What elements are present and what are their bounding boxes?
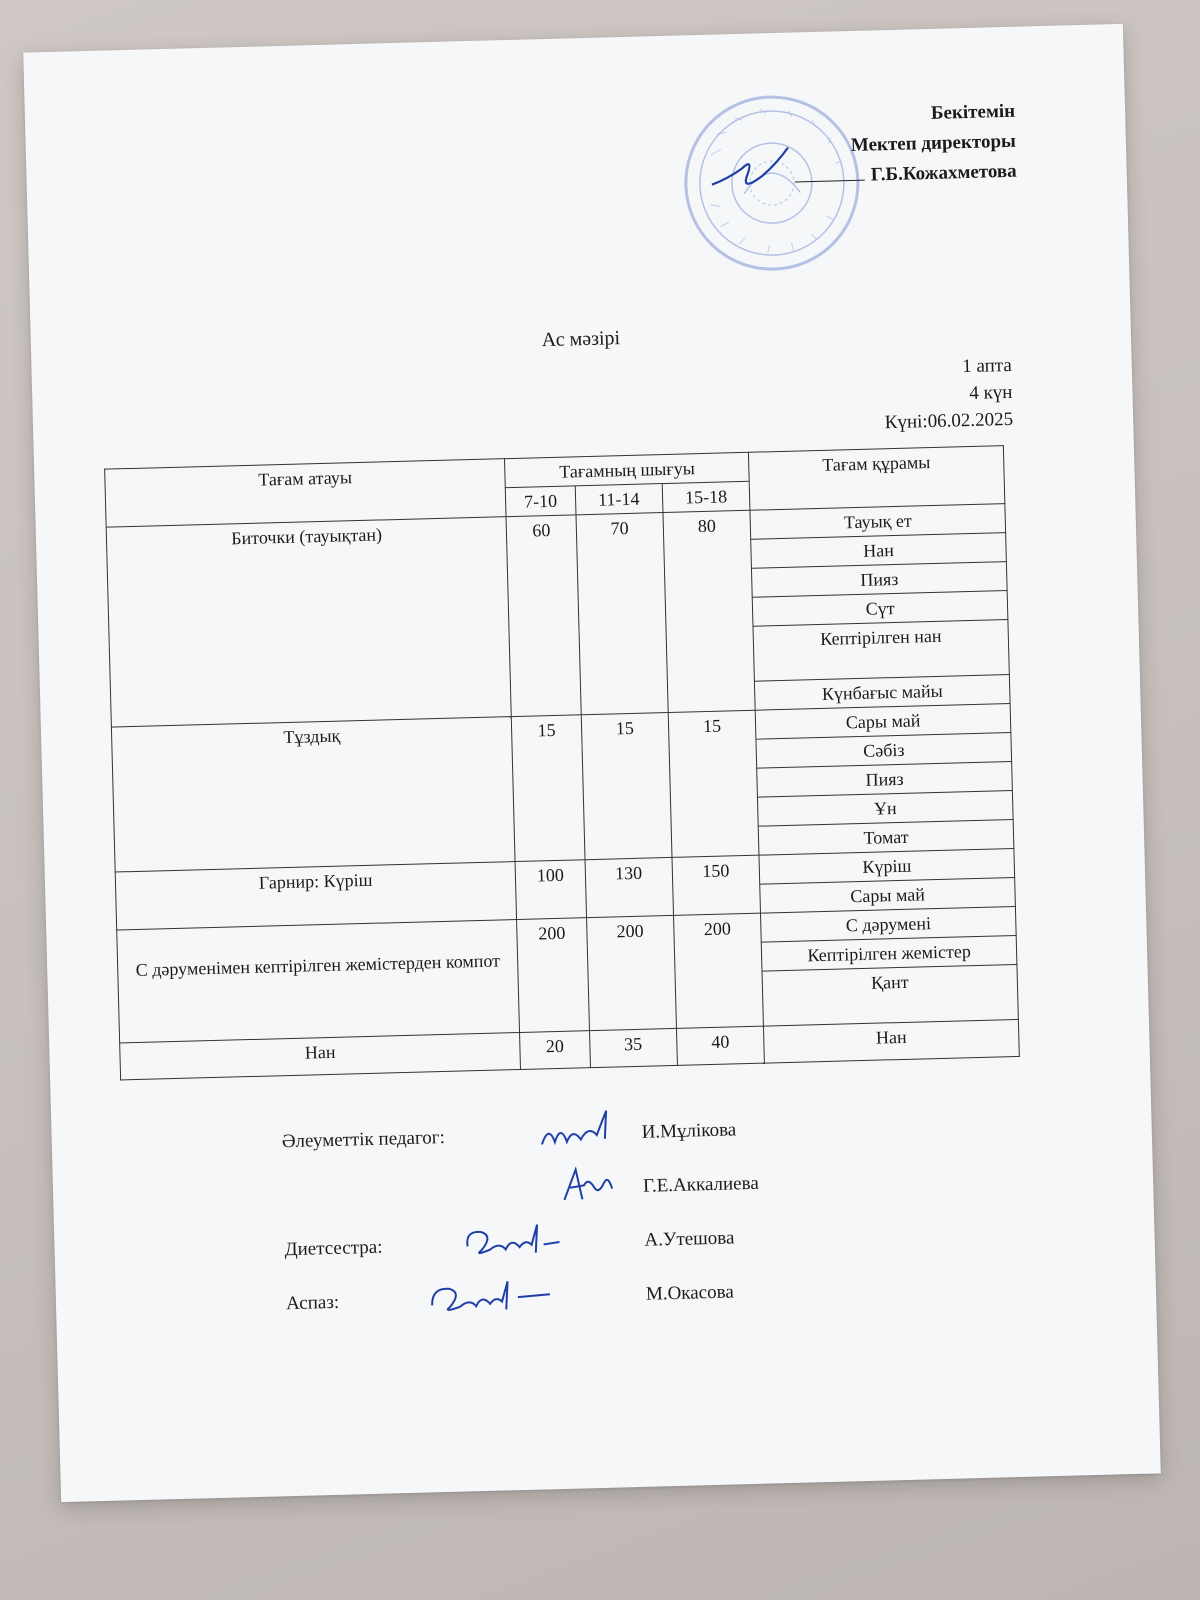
ingredient-cell: Томат (758, 819, 1014, 855)
page-title: Ас мәзірі (541, 327, 621, 352)
nurse-name: А.Утешова (644, 1227, 735, 1251)
portion-cell: 70 (576, 513, 668, 715)
cook-role: Аспаз: (285, 1291, 340, 1315)
dish-cell: Тұздық (111, 717, 515, 872)
ingredient-cell: Сүт (752, 591, 1008, 627)
header-age-7-10: 7-10 (506, 486, 576, 517)
portion-cell: 15 (581, 712, 672, 859)
pedagog-role: Әлеуметтік педагог: (281, 1126, 446, 1153)
ingredient-cell: Күнбағыс майы (755, 675, 1011, 711)
ingredient-cell: Күріш (759, 848, 1015, 884)
portion-cell: 15 (668, 710, 759, 857)
portion-cell: 200 (586, 915, 676, 1030)
ingredient-cell: Кептірілген жемістер (761, 935, 1017, 971)
ingredient-cell: Кептірілген нан (753, 620, 1009, 682)
document-meta (883, 352, 1013, 436)
portion-cell: 130 (585, 857, 674, 917)
portion-cell: 200 (517, 918, 589, 1033)
signature-line (795, 180, 865, 183)
document-sheet (23, 24, 1161, 1502)
dish-cell: Нан (120, 1032, 521, 1079)
ingredient-cell: Сәбіз (756, 733, 1012, 769)
nurse-role: Диетсестра: (284, 1236, 383, 1261)
ingredient-cell: Нан (751, 533, 1007, 569)
portion-cell: 60 (506, 515, 580, 717)
portion-cell: 40 (676, 1026, 764, 1065)
ingredient-cell: Ұн (758, 791, 1014, 827)
portion-cell: 35 (589, 1028, 677, 1067)
portion-cell: 150 (672, 855, 761, 915)
day-label: 4 күн (969, 381, 1013, 404)
dish-cell: Гарнир: Күріш (115, 862, 517, 930)
portion-cell: 15 (512, 715, 585, 862)
header-portion: Тағамның шығуы (505, 452, 749, 487)
ingredient-cell: Сары май (760, 877, 1016, 913)
dish-cell: Биточки (тауықтан) (106, 517, 511, 727)
cook-signature-icon (425, 1268, 556, 1321)
ingredient-cell: Қант (762, 964, 1018, 1026)
header-composition: Тағам құрамы (749, 446, 1005, 511)
header-dish: Тағам атауы (105, 459, 507, 527)
approval-heading: Бекітемін (930, 100, 1016, 124)
cook-name: М.Окасова (645, 1281, 735, 1305)
approval-position: Мектеп директоры (850, 130, 1017, 157)
portion-cell: 100 (515, 860, 586, 920)
ingredient-cell: Тауық ет (750, 504, 1006, 540)
week-label: 1 апта (961, 354, 1013, 378)
header-age-11-14: 11-14 (575, 484, 663, 515)
pedagog-name-1: И.Мұлікова (641, 1119, 737, 1143)
pedagog-2-signature-icon (557, 1158, 618, 1210)
menu-table (104, 445, 1020, 1080)
approval-director (756, 157, 1017, 194)
portion-cell: 200 (673, 913, 763, 1028)
dish-cell (117, 920, 520, 1043)
date-label: Күні:06.02.2025 (884, 408, 1014, 434)
signatures-block (282, 1117, 847, 1348)
pedagog-name-2: Г.Е.Аккалиева (642, 1172, 760, 1197)
director-name: Г.Б.Кожахметова (870, 160, 1017, 186)
ingredient-cell: Пияз (757, 762, 1013, 798)
nurse-signature-icon (459, 1214, 570, 1267)
portion-cell: 80 (663, 510, 755, 712)
portion-cell: 20 (520, 1031, 590, 1070)
ingredient-cell: Нан (764, 1019, 1020, 1063)
header-age-15-18: 15-18 (662, 481, 750, 512)
ingredient-cell: Сары май (755, 704, 1011, 740)
ingredient-cell: С дәрумені (761, 906, 1017, 942)
ingredient-cell: Пияз (752, 562, 1008, 598)
dish-name: С дәруменімен кептірілген жемістерден компот (135, 950, 501, 981)
pedagog-signature-icon (536, 1104, 617, 1156)
approval-block (755, 97, 1017, 194)
